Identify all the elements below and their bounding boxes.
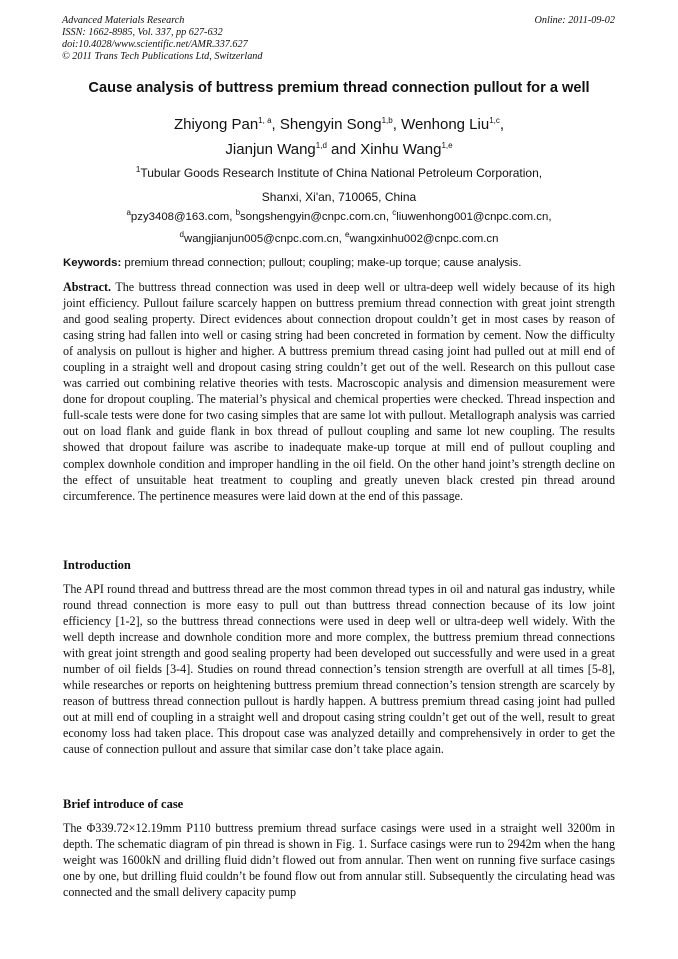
author-name: Jianjun Wang [225, 141, 316, 158]
author-sup: 1,d [315, 141, 327, 150]
affiliation-line-1 [40, 161, 638, 185]
abstract-label: Abstract. [63, 280, 112, 294]
author-name: Wenhong Liu [401, 116, 490, 133]
author-sup: 1,b [381, 116, 393, 125]
abstract [63, 279, 615, 504]
section-heading-case: Brief introduce of case [63, 797, 184, 811]
paper-title: Cause analysis of buttress premium thread connection pullout for a well [88, 80, 590, 96]
author-line-1 [40, 112, 638, 137]
introduction-paragraph: The API round thread and buttress thread are the most common thread types in oil and natural gas industry, while round thread connection is more easy to pull out than buttress thread connection because of its low joint efficiency [1-2], so the buttress thread connections were used in deep well or ultra-deep well widely. With the well depth increase and downhole condition more and more complex, the buttress premium thread connections with great joint strength and good sealing property had been developed out successfully and were used in a great number of oil fields [3-4]. Studies on round thread connection’s tension strength are overfull at all times [5-8], while researches or reports on heightening buttress premium thread connection’s tension strength are scarcely by reason of buttress thread connection pullout is hardly happen. A buttress premium thread casing joint had pulled out at mill end of coupling in a straight well and dropout casing string couldn’t get out of the well, result to great economy loss had taken place. This dropout case was analyzed detailly and comprehensively in order to get the cause of connection pullout and assure that similar case don’t take place again. [63, 582, 615, 757]
email-separator: , [385, 211, 393, 223]
author-sup: 1,c [489, 116, 500, 125]
issn-line: ISSN: 1662-8985, Vol. 337, pp 627-632 [62, 27, 223, 38]
email-sup: b [235, 208, 241, 218]
affiliation-line-2: Shanxi, Xi'an, 710065, China [261, 190, 417, 204]
email-address: wangxinhu002@cnpc.com.cn [349, 233, 499, 245]
affiliation-text: Tubular Goods Research Institute of China National Petroleum Corporation, [140, 166, 543, 180]
email-list [40, 206, 638, 250]
author-separator: and [326, 141, 361, 158]
author-list [40, 112, 638, 162]
author-name: Zhiyong Pan [173, 116, 259, 133]
author-line-2 [40, 137, 638, 162]
publication-header [62, 15, 362, 63]
email-line-2 [40, 228, 638, 250]
email-sup: e [345, 230, 350, 240]
section-heading-introduction: Introduction [63, 558, 131, 572]
author-name: Xinhu Wang [360, 141, 442, 158]
author-name: Shengyin Song [279, 116, 382, 133]
email-line-1 [40, 206, 638, 228]
online-date: Online: 2011-09-02 [534, 15, 615, 26]
author-separator: , [392, 116, 402, 133]
email-sup: d [179, 230, 184, 240]
abstract-text: The buttress thread connection was used in deep well or ultra-deep well widely because of its high joint efficiency. Pullout failure scarcely happen on buttress premium thread connection with great joint strength and good sealing property. Direct evidences about connection dropout couldn’t get in most cases by reason of casing string had fallen into well or casing string had been concreted in formation by cement. Now the difficulty of analysis on pullout is higher and higher. A buttress premium thread casing joint had pulled out at mill end of coupling in a straight well and dropout casing string couldn’t get out of the well. Research on this pullout case was carried out combining relative theories with tests. Macroscopic analysis and dimension measurement were done for dropout coupling. The material’s physical and chemical properties were checked. Thread inspection and full-scale tests were done for two casing simples that are same lot with pullout. Metallograph analysis was carried out on load flank and guide flank in box thread of pullout coupling and same lot new coupling. The results showed that dropout failure was ascribe to inadequate make-up torque at mill end of pullout coupling and complex downhole condition and improper handling in the oil field. On the other hand joint’s strength decline on the effect of unsuitable heat treatment to coupling and greatly uneven black crested pin thread around circumference. The pertinence measures were laid down at the end of this passage. [63, 280, 615, 503]
affiliation-sup: 1 [135, 165, 141, 174]
doi-line: doi:10.4028/www.scientific.net/AMR.337.627 [62, 39, 248, 50]
journal-name: Advanced Materials Research [62, 15, 185, 26]
email-separator: , [229, 211, 236, 223]
email-separator: , [548, 211, 552, 223]
keywords-text: premium thread connection; pullout; coupling; make-up torque; cause analysis. [124, 257, 522, 269]
author-separator: , [499, 116, 505, 133]
author-sup: 1, a [258, 116, 272, 125]
keywords [63, 256, 615, 271]
email-separator: , [338, 233, 346, 245]
author-sup: 1,e [441, 141, 453, 150]
email-sup: a [126, 208, 131, 218]
email-address: songshengyin@cnpc.com.cn [240, 211, 386, 223]
case-paragraph: The Φ339.72×12.19mm P110 buttress premium thread surface casings were used in a straight well 3200m in depth. The schematic diagram of pin thread is shown in Fig. 1. Surface casings were run to 2942m when the hang weight was 1600kN and drilling fluid didn’t flowed out from annular. Then went on running five surface casings one by one, but drilling fluid couldn’t be found flow out from annular still. Subsequently the circulating head was connected and the small delivery capacity pump [63, 821, 615, 900]
keywords-label: Keywords: [63, 257, 122, 269]
email-address: liuwenhong001@cnpc.com.cn [396, 211, 549, 223]
copyright-line: © 2011 Trans Tech Publications Ltd, Switzerland [62, 51, 263, 62]
email-sup: c [392, 208, 397, 218]
author-separator: , [271, 116, 280, 133]
email-address: pzy3408@163.com [130, 211, 230, 223]
affiliation [40, 161, 638, 209]
email-address: wangjianjun005@cnpc.com.cn [184, 233, 339, 245]
